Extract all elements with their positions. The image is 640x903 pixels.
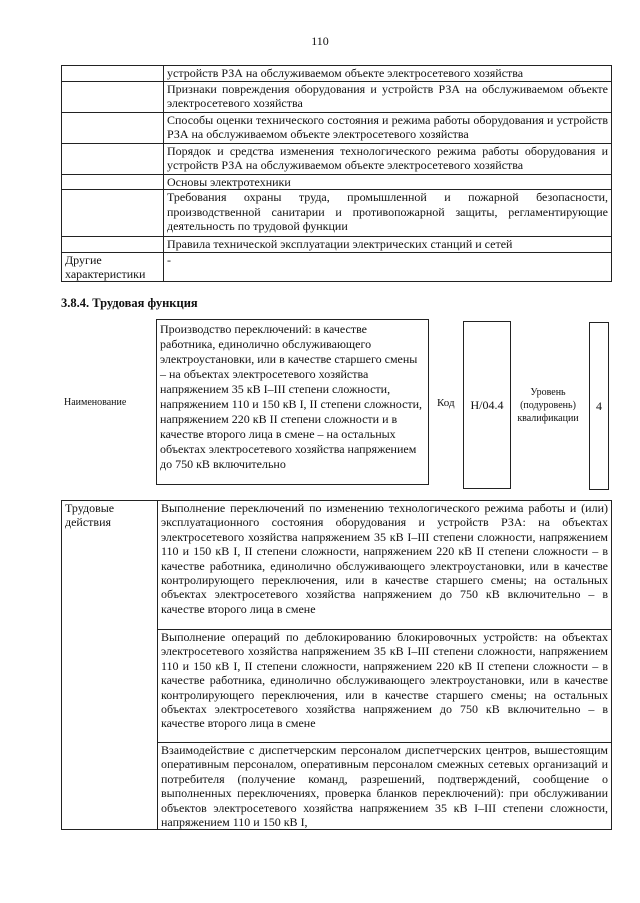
other-characteristics-label: Другие характеристики	[62, 252, 164, 281]
section-title: 3.8.4. Трудовая функция	[61, 296, 198, 310]
knowledge-item: Способы оценки технического состояния и режима работы оборудования и устройств РЗА на обслуживаемом объекте электросетевого хозяйства	[164, 112, 612, 143]
labor-action-item: Выполнение переключений по изменению технологического режима работы и (или) эксплуатационного состояния оборудования и устройств РЗА: на объектах электросетевого хозяйства напряжением 35 кВ I–III степени сложности, напряжением 110 и 150 кВ I, II степени сложности, напряжением 220 кВ II степени сложности – в качестве работника, единолично обслуживающего электроустановки, или в качестве контролирующего переключения, или в качестве старшего смены; на остальных объектах электросетевого хозяйства напряжением до 750 кВ включительно – в качестве второго лица в смене	[158, 501, 612, 630]
knowledge-item: Правила технической эксплуатации электрических станций и сетей	[164, 237, 612, 253]
knowledge-item: Признаки повреждения оборудования и устройств РЗА на обслуживаемом объекте электросетевого хозяйства	[164, 81, 612, 112]
page-number: 110	[311, 34, 329, 48]
code-label: Код	[437, 397, 455, 409]
qualification-level-box: 4	[589, 322, 609, 490]
labor-actions-label: Трудовые действия	[62, 501, 158, 630]
knowledge-table	[61, 65, 612, 282]
labor-actions-table	[61, 500, 612, 830]
other-characteristics-value: -	[164, 252, 612, 281]
function-name-box: Производство переключений: в качестве работника, единолично обслуживающего электроустановки, или в качестве старшего смены – на объектах электросетевого хозяйства напряжением 35 кВ I–III степени сложности, напряжением 110 и 150 кВ I, II степени сложности, напряжением 220 кВ II степени сложности и в качестве второго лица в смене – на остальных объектах электросетевого хозяйства напряжением до 750 кВ включительно	[156, 319, 429, 485]
labor-action-item: Выполнение операций по деблокированию блокировочных устройств: на объектах электросетевого хозяйства напряжением 35 кВ I–III степени сложности, напряжением 110 и 150 кВ I, II степени сложности, напряжением 220 кВ II степени сложности – в качестве работника, единолично обслуживающего электроустановки, или в качестве контролирующего переключения, или в качестве старшего смены; на остальных объектах электросетевого хозяйства напряжением до 750 кВ включительно – в качестве второго лица в смене	[158, 630, 612, 743]
name-label: Наименование	[64, 397, 127, 408]
knowledge-item: устройств РЗА на обслуживаемом объекте электросетевого хозяйства	[164, 66, 612, 82]
qualification-level-label: Уровень (подуровень) квалификации	[517, 387, 579, 424]
labor-action-item: Взаимодействие с диспетчерским персоналом диспетчерских центров, вышестоящим оперативным персоналом, оперативным персоналом смежных сетевых организаций и потребителя (получение команд, разрешений, подтверждений, сообщение о выполненных переключениях, проверка бланков переключений): при обслуживании объектов электросетевого хозяйства напряжением 35 кВ I–III степени сложности, напряжением 110 и 150 кВ I,	[158, 743, 612, 830]
code-box: H/04.4	[463, 321, 511, 489]
knowledge-item: Основы электротехники	[164, 174, 612, 190]
knowledge-item: Требования охраны труда, промышленной и пожарной безопасности, производственной санитарии и противопожарной защиты, регламентирующие деятельность по трудовой функции	[164, 190, 612, 237]
knowledge-item: Порядок и средства изменения технологического режима работы оборудования и устройств РЗА на обслуживаемом объекте электросетевого хозяйства	[164, 143, 612, 174]
